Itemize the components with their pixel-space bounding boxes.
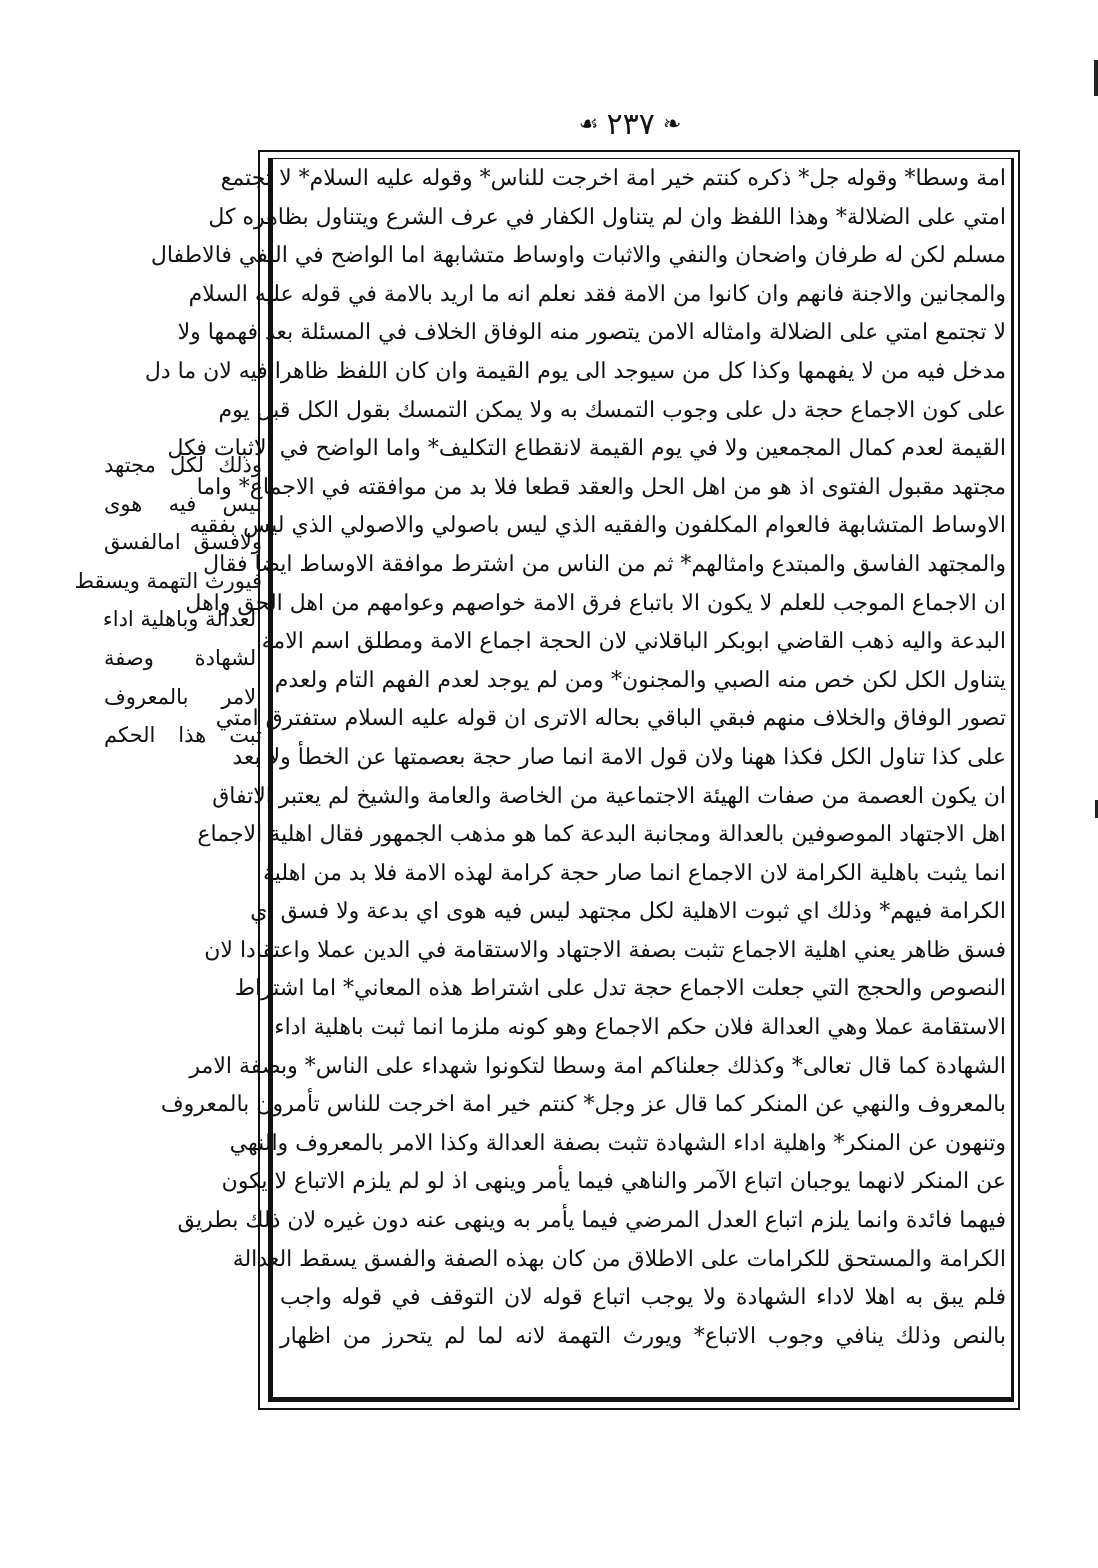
- body-line: الاوساط المتشابهة فالعوام المكلفون والفقيه الذي ليس باصولي والاصولي الذي ليس بفقيه: [189, 513, 1006, 539]
- margin-note-line: الشهادة وصفة: [104, 645, 262, 670]
- body-line: والمجتهد الفاسق والمبتدع وامثالهم* ثم من الناس من اشترط موافقة الاوساط ايضا فقال: [203, 551, 1006, 577]
- ornament-icon-right: ❧: [662, 111, 682, 137]
- body-line: امة وسطا* وقوله جل* ذكره كنتم خير امة اخرجت للناس* وقوله عليه السلام* لا تجتمع: [220, 166, 1006, 191]
- body-line: والمجانين والاجنة فانهم وان كانوا من الامة فقد نعلم انه ما اريد بالامة في قوله عليه السلام: [188, 281, 1006, 307]
- body-line: الكرامة والمستحق للكرامات على الاطلاق من كان بهذه الصفة والفسق يسقط العدالة: [232, 1246, 1006, 1272]
- body-line: اهل الاجتهاد الموصوفين بالعدالة ومجانبة البدعة كما هو مذهب الجمهور فقال اهلية الاجماع: [197, 822, 1006, 848]
- body-line: فسق ظاهر يعني اهلية الاجماع تثبت بصفة الاجتهاد والاستقامة في الدين عملا واعتقادا لان: [204, 937, 1006, 963]
- body-line: البدعة واليه ذهب القاضي ابوبكر الباقلاني لان الحجة اجماع الامة ومطلق اسم الامة: [261, 629, 1006, 655]
- margin-note-line: ليس فيه هوى: [104, 491, 262, 516]
- body-line: على كذا تناول الكل فكذا ههنا ولان قول الامة انما صار حجة بعصمتها عن الخطأ ولا بعد: [232, 744, 1006, 770]
- body-line: يتناول الكل لكن خص منه الصبي والمجنون* ومن لم يوجد لعدم الفهم التام ولعدم: [274, 667, 1006, 693]
- body-line: فيهما فائدة وانما يلزم اتباع العدل المرضي فيما يأمر به وينهى عنه دون غيره لان ذلك بطريق: [177, 1208, 1006, 1234]
- body-line: على كون الاجماع حجة دل على وجوب التمسك به ولا يمكن التمسك بقول الكل قبل يوم: [218, 397, 1006, 423]
- margin-note-line: الامر بالمعروف: [104, 684, 262, 709]
- page-number-text: ٢٣٧: [606, 106, 655, 142]
- margin-note-line: العدالة وباهلية اداء: [102, 607, 262, 632]
- body-line: الشهادة كما قال تعالى* وكذلك جعلناكم امة وسطا لتكونوا شهداء على الناس* وبصفة الامر: [189, 1053, 1006, 1079]
- margin-note-line: ولافسق امالفسق: [104, 530, 262, 555]
- margin-note-line: ثبت هذا الحكم: [104, 723, 262, 748]
- body-line: بالمعروف والنهي عن المنكر كما قال عز وجل* كنتم خير امة اخرجت للناس تأمرون بالمعروف: [160, 1092, 1006, 1118]
- body-line: عن المنكر لانهما يوجبان اتباع الآمر والناهي فيما يأمر وينهى اذ لو لم يلزم الاتباع لا يكون: [221, 1169, 1006, 1195]
- body-line: فلم يبق به اهلا لاداء الشهادة ولا يوجب اتباع قوله لان التوقف في قوله واجب: [280, 1285, 1006, 1311]
- body-line: مدخل فيه من لا يفهمها وكذا كل من سيوجد الى يوم القيمة وان كان اللفظ ظاهرا فيه لان ما دل: [144, 358, 1006, 384]
- body-line: الاستقامة عملا وهي العدالة فلان حكم الاجماع وهو كونه ملزما انما ثبت باهلية اداء: [274, 1015, 1006, 1041]
- page-number: [560, 104, 700, 144]
- body-line: بالنص وذلك ينافي وجوب الاتباع* ويورث التهمة لانه لما لم يتحرز من اظهار: [280, 1323, 1006, 1349]
- body-line: الكرامة فيهم* وذلك اي ثبوت الاهلية لكل مجتهد ليس فيه هوى اي بدعة ولا فسق اي: [250, 899, 1006, 925]
- body-line: النصوص والحجج التي جعلت الاجماع حجة تدل على اشتراط هذه المعاني* اما اشتراط: [234, 976, 1006, 1002]
- body-line: وتنهون عن المنكر* واهلية اداء الشهادة تثبت بصفة العدالة وكذا الامر بالمعروف والنهي: [229, 1130, 1006, 1156]
- body-line: القيمة لعدم كمال المجمعين ولا في يوم القيمة لانقطاع التكليف* واما الواضح في الاثبات فكل: [167, 436, 1006, 462]
- body-line: مجتهد مقبول الفتوى اذ هو من اهل الحل والعقد قطعا فلا بد من موافقته في الاجماع* واما: [196, 474, 1006, 500]
- margin-note-line: فيورث التهمة ويسقط: [74, 568, 262, 593]
- body-line: امتي على الضلالة* وهذا اللفظ وان لم يتناول الكفار في عرف الشرع ويتناول بظاهره كل: [208, 204, 1006, 230]
- body-line: لا تجتمع امتي على الضلالة وامثاله الامن يتصور منه الوفاق الخلاف في المسئلة بعد فهمها ولا: [177, 320, 1006, 346]
- body-line: ان الاجماع الموجب للعلم لا يكون الا باتباع فرق الامة خواصهم وعوامهم من اهل الحق واهل: [185, 590, 1006, 616]
- body-line: ان يكون العصمة من صفات الهيئة الاجتماعية من الخاصة والعامة والشيخ لم يعتبر الاتفاق: [212, 783, 1006, 809]
- body-line: مسلم لكن له طرفان واضحان والنفي والاثبات واوساط متشابهة اما الواضح في النفي فالاطفال: [150, 243, 1006, 269]
- scan-edge-mark: [1094, 60, 1098, 96]
- ornament-icon-left: ☙: [578, 111, 599, 137]
- body-line: تصور الوفاق والخلاف منهم فبقي الباقي بحاله الاترى ان قوله عليه السلام ستفترق امتي: [215, 706, 1006, 732]
- margin-note-line: وذلك لكل مجتهد: [104, 453, 262, 477]
- body-line: انما يثبت باهلية الكرامة لان الاجماع انما صار حجة كرامة لهذه الامة فلا بد من اهلية: [262, 860, 1006, 886]
